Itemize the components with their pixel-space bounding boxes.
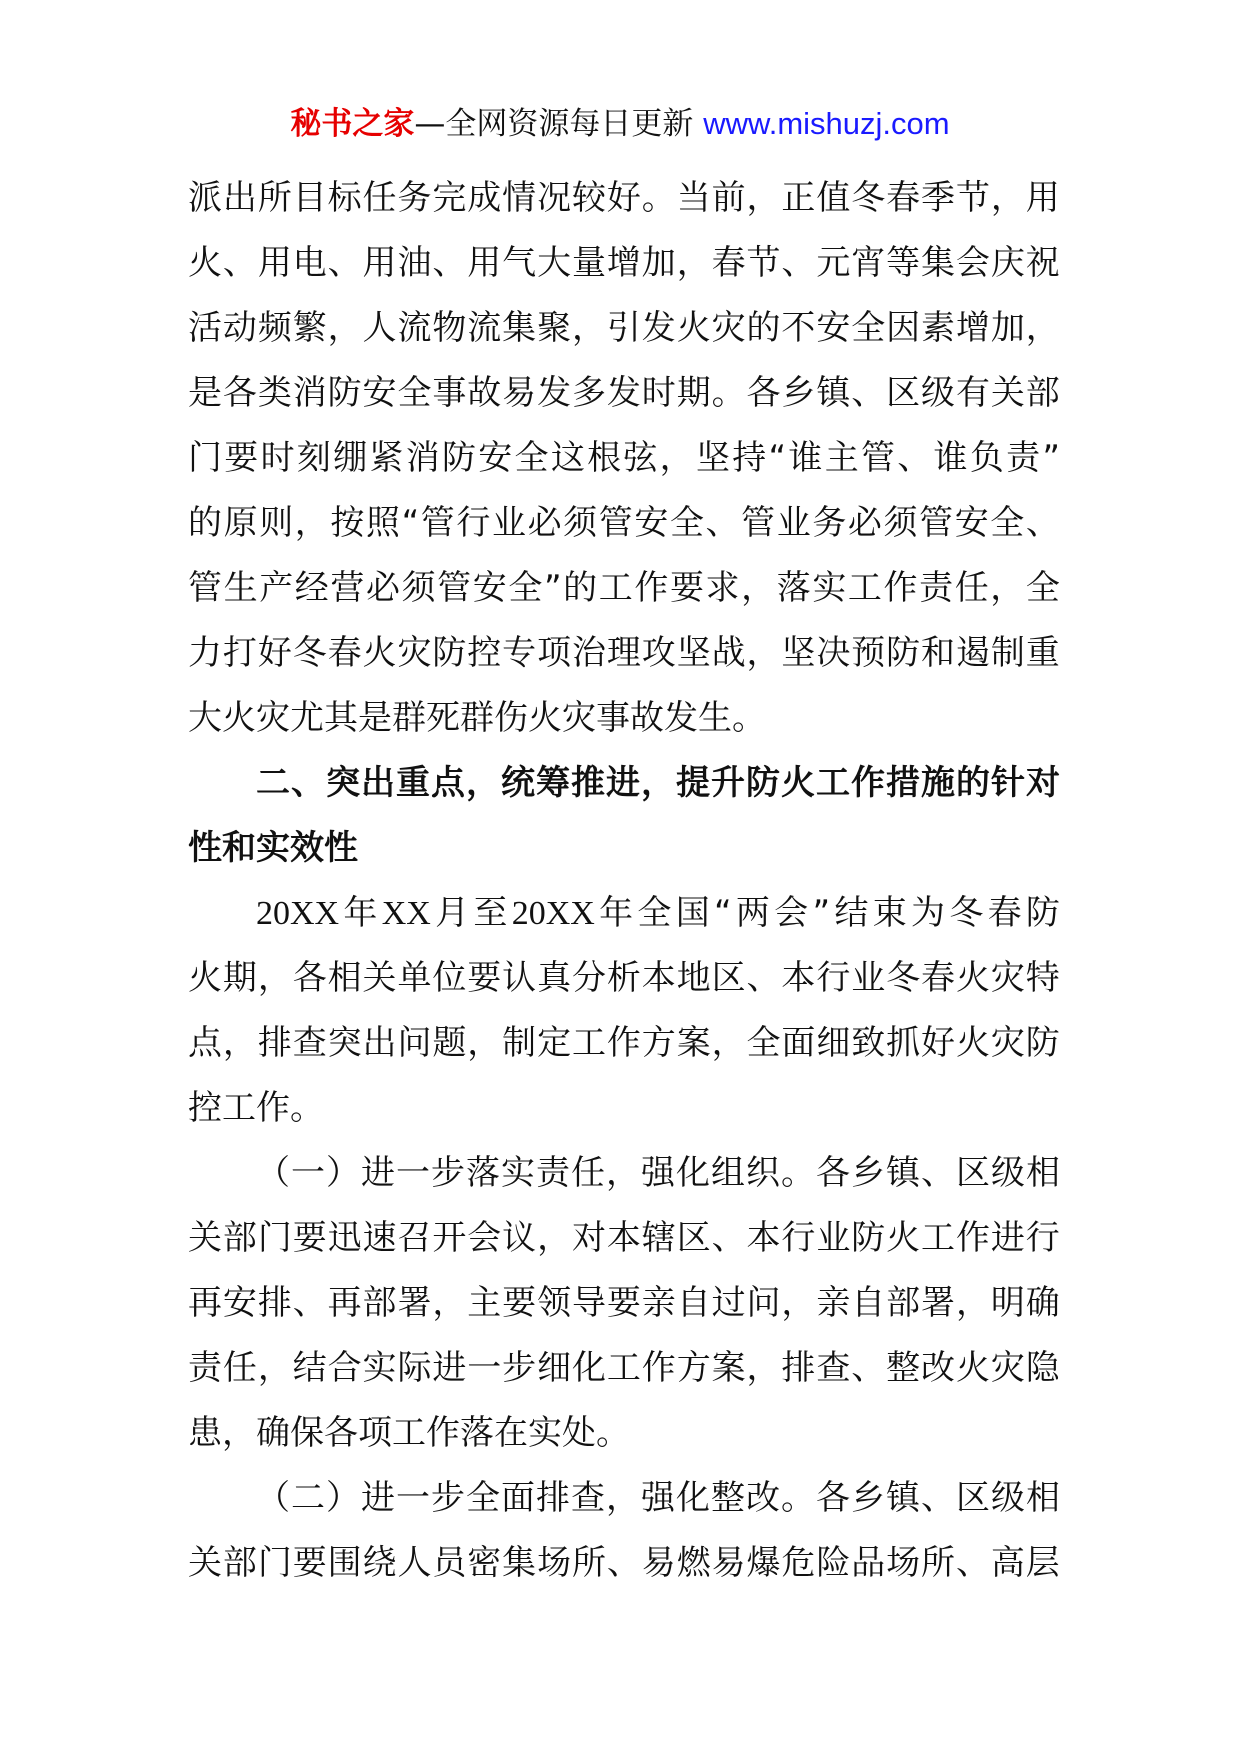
site-url-link[interactable]: www.mishuzj.com (703, 106, 950, 141)
section-heading-line: 性和实效性 (188, 828, 358, 868)
site-brand: 秘书之家 (290, 106, 415, 142)
site-header (0, 104, 1240, 144)
paragraph-line: 控工作。 (188, 1088, 324, 1128)
paragraph-line: 20XX 年 XX 月 至 20XX 年 全 国 “ 两 会 ” 结 束 为 冬 春 防 (256, 893, 1060, 933)
paragraph-line: 派 出 所 目 标 任 务 完 成 情 况 较 好 。 当 前 ， 正 值 冬 春 季 节 ， 用 (188, 178, 1060, 218)
paragraph-line: 是 各 类 消 防 安 全 事 故 易 发 多 发 时 期 。 各 乡 镇 、 区 级 有 关 部 (188, 373, 1060, 413)
paragraph-line: 关 部 门 要 迅 速 召 开 会 议 ， 对 本 辖 区 、 本 行 业 防 火 工 作 进 行 (188, 1218, 1060, 1258)
paragraph-line: 门 要 时 刻 绷 紧 消 防 安 全 这 根 弦 ， 坚 持 “ 谁 主 管 、 谁 负 责 ” (188, 438, 1060, 478)
paragraph-line: 责 任 ， 结 合 实 际 进 一 步 细 化 工 作 方 案 ， 排 查 、 整 改 火 灾 隐 (188, 1348, 1060, 1388)
paragraph-line: 管 生 产 经 营 必 须 管 安 全 ” 的 工 作 要 求 ， 落 实 工 作 责 任 ， 全 (188, 568, 1060, 608)
paragraph-line: 活 动 频 繁 ， 人 流 物 流 集 聚 ， 引 发 火 灾 的 不 安 全 因 素 增 加 ， (188, 308, 1060, 348)
paragraph-line: 的 原 则 ， 按 照 “ 管 行 业 必 须 管 安 全 、 管 业 务 必 须 管 安 全 、 (188, 503, 1060, 543)
paragraph-line: 火 、 用 电 、 用 油 、 用 气 大 量 增 加 ， 春 节 、 元 宵 等 集 会 庆 祝 (188, 243, 1060, 283)
paragraph-line: 再 安 排 、 再 部 署 ， 主 要 领 导 要 亲 自 过 问 ， 亲 自 部 署 ， 明 确 (188, 1283, 1060, 1323)
paragraph-line: 点 ， 排 查 突 出 问 题 ， 制 定 工 作 方 案 ， 全 面 细 致 抓 好 火 灾 防 (188, 1023, 1060, 1063)
site-tagline: —全网资源每日更新 (414, 106, 704, 142)
document-body (188, 166, 1060, 1596)
paragraph-line: 患，确保各项工作落在实处。 (188, 1413, 630, 1453)
paragraph-line: 关 部 门 要 围 绕 人 员 密 集 场 所 、 易 燃 易 爆 危 险 品 场 所 、 高 层 (188, 1543, 1060, 1583)
section-heading-line: 二 、 突 出 重 点 ， 统 筹 推 进 ， 提 升 防 火 工 作 措 施 的 针 对 (256, 763, 1060, 803)
paragraph-line: （ 一 ） 进 一 步 落 实 责 任 ， 强 化 组 织 。 各 乡 镇 、 区 级 相 (256, 1153, 1060, 1193)
paragraph-line: 力 打 好 冬 春 火 灾 防 控 专 项 治 理 攻 坚 战 ， 坚 决 预 防 和 遏 制 重 (188, 633, 1060, 673)
paragraph-line: 大火灾尤其是群死群伤火灾事故发生。 (188, 698, 766, 738)
paragraph-line: （ 二 ） 进 一 步 全 面 排 查 ， 强 化 整 改 。 各 乡 镇 、 区 级 相 (256, 1478, 1060, 1518)
paragraph-line: 火 期 ， 各 相 关 单 位 要 认 真 分 析 本 地 区 、 本 行 业 冬 春 火 灾 特 (188, 958, 1060, 998)
